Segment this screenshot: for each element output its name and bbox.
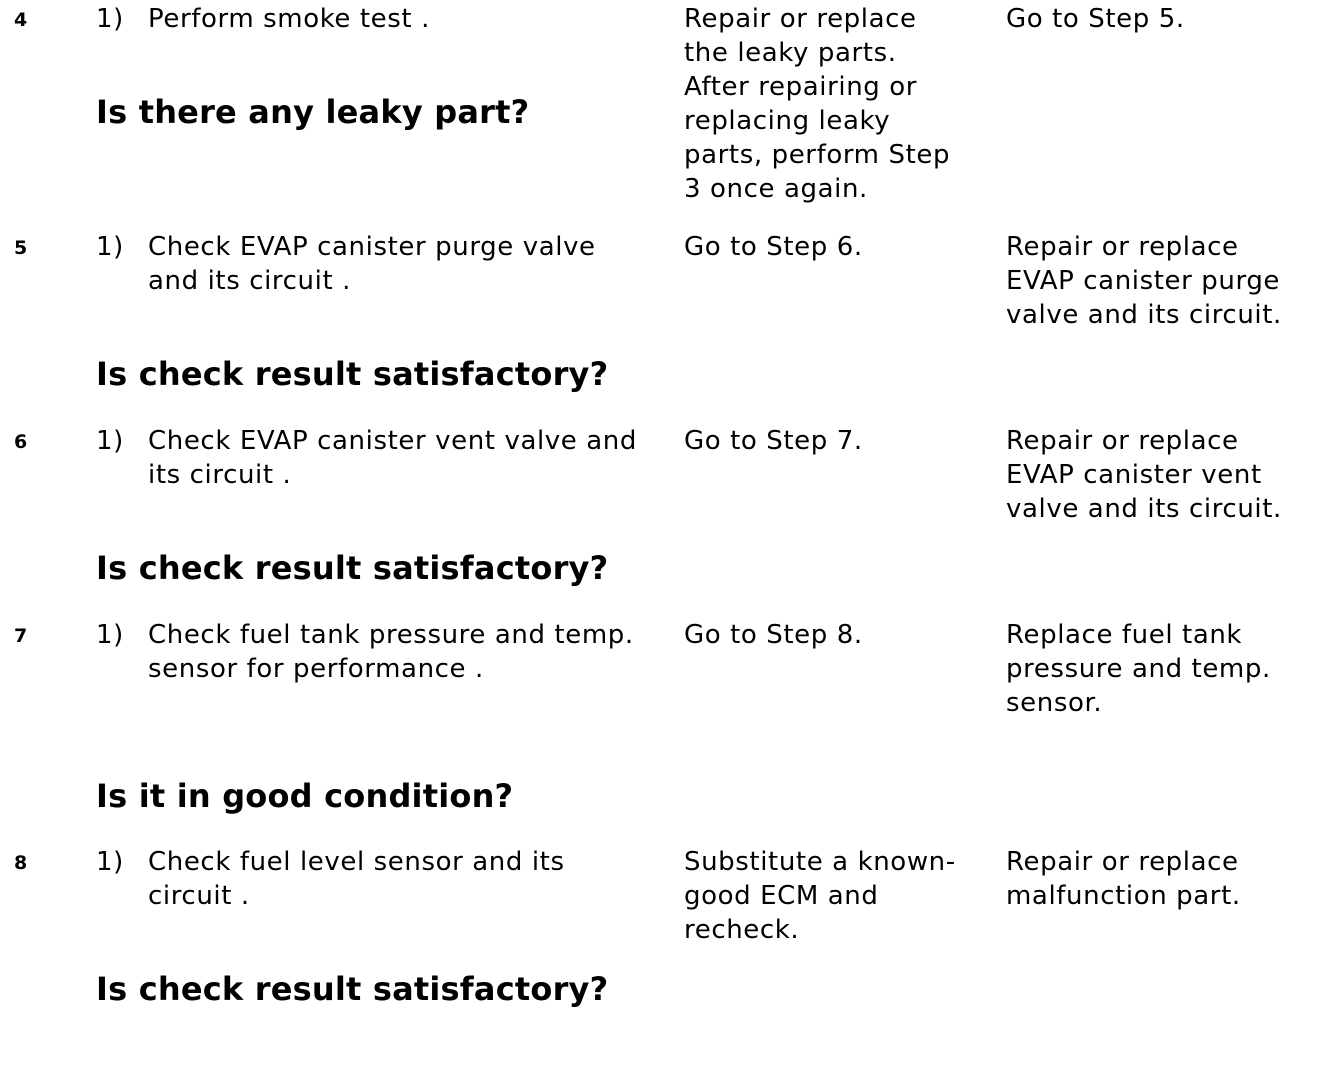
- no-line: Repair or replace: [1006, 426, 1239, 456]
- action-item: [96, 424, 666, 492]
- step-number: 5: [14, 237, 28, 259]
- no-line: valve and its circuit.: [1006, 300, 1282, 330]
- action-index: 1): [96, 620, 124, 650]
- action-item: [96, 230, 666, 298]
- yes-line: recheck.: [684, 915, 800, 945]
- step-number: 8: [14, 852, 28, 874]
- no-line: pressure and temp.: [1006, 654, 1271, 684]
- step-number: 6: [14, 431, 28, 453]
- no-line: Repair or replace: [1006, 232, 1239, 262]
- yes-line: Go to Step 8.: [684, 620, 863, 650]
- no-result: [1006, 845, 1326, 913]
- action-item: [96, 845, 666, 913]
- action-line: circuit .: [148, 881, 250, 911]
- step-question: Is check result satisfactory?: [96, 355, 609, 393]
- action-line: sensor for performance .: [148, 654, 484, 684]
- yes-line: parts, perform Step: [684, 140, 951, 170]
- yes-line: After repairing or: [684, 72, 918, 102]
- yes-line: 3 once again.: [684, 174, 868, 204]
- yes-result: [684, 230, 984, 264]
- action-item: [96, 618, 666, 686]
- yes-line: Go to Step 6.: [684, 232, 863, 262]
- yes-result: [684, 2, 984, 206]
- no-line: valve and its circuit.: [1006, 494, 1282, 524]
- step-question: Is it in good condition?: [96, 777, 514, 815]
- step-action: [96, 2, 666, 36]
- yes-line: replacing leaky: [684, 106, 891, 136]
- action-line: Check EVAP canister purge valve: [148, 232, 596, 262]
- yes-line: good ECM and: [684, 881, 879, 911]
- step-action: [96, 230, 666, 298]
- no-line: Replace fuel tank: [1006, 620, 1243, 650]
- no-line: Go to Step 5.: [1006, 4, 1185, 34]
- yes-line: Repair or replace: [684, 4, 917, 34]
- step-action: [96, 424, 666, 492]
- step-question: Is check result satisfactory?: [96, 970, 609, 1008]
- step-question: Is check result satisfactory?: [96, 549, 609, 587]
- yes-result: [684, 424, 984, 458]
- step-action: [96, 845, 666, 913]
- step-action: [96, 618, 666, 686]
- yes-line: Go to Step 7.: [684, 426, 863, 456]
- step-question: Is there any leaky part?: [96, 93, 530, 131]
- action-index: 1): [96, 426, 124, 456]
- yes-result: [684, 618, 984, 652]
- no-line: EVAP canister purge: [1006, 266, 1281, 296]
- no-line: Repair or replace: [1006, 847, 1239, 877]
- action-index: 1): [96, 232, 124, 262]
- no-line: EVAP canister vent: [1006, 460, 1262, 490]
- action-line: and its circuit .: [148, 266, 351, 296]
- step-number: 4: [14, 9, 28, 31]
- no-result: [1006, 424, 1326, 526]
- action-line: Check EVAP canister vent valve and: [148, 426, 637, 456]
- action-index: 1): [96, 4, 124, 34]
- yes-line: Substitute a known-: [684, 847, 956, 877]
- action-index: 1): [96, 847, 124, 877]
- yes-line: the leaky parts.: [684, 38, 897, 68]
- no-line: malfunction part.: [1006, 881, 1241, 911]
- action-item: [96, 2, 666, 36]
- action-line: Perform smoke test .: [148, 4, 430, 34]
- yes-result: [684, 845, 984, 947]
- step-number: 7: [14, 625, 28, 647]
- action-line: Check fuel tank pressure and temp.: [148, 620, 634, 650]
- no-result: [1006, 618, 1326, 720]
- action-line: its circuit .: [148, 460, 292, 490]
- no-result: [1006, 230, 1326, 332]
- no-result: [1006, 2, 1326, 36]
- no-line: sensor.: [1006, 688, 1103, 718]
- action-line: Check fuel level sensor and its: [148, 847, 565, 877]
